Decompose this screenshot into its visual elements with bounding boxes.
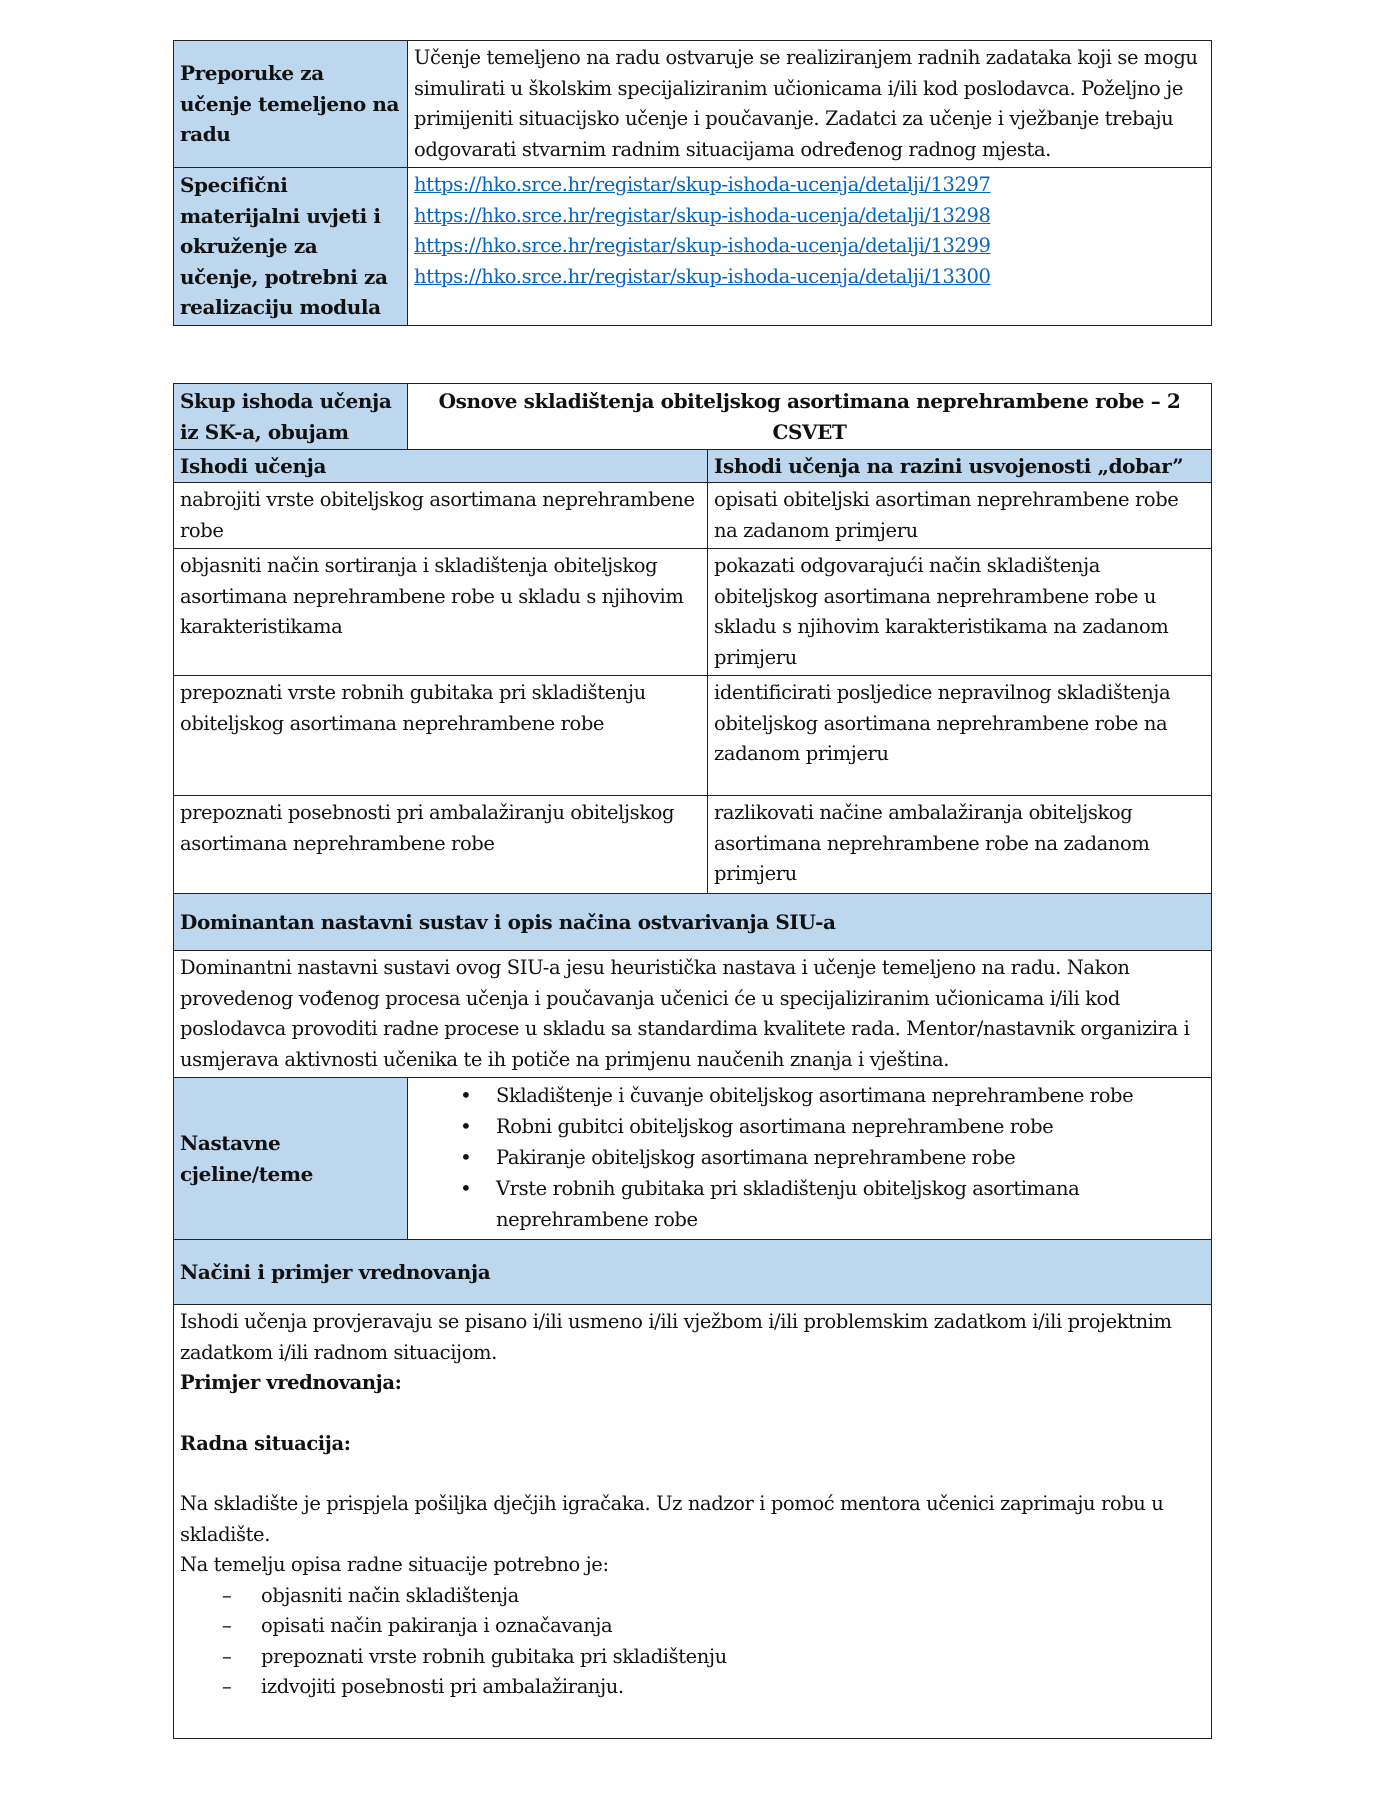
link-13298[interactable]: https://hko.srce.hr/registar/skup-ishoda-ucenja/detalji/13298 bbox=[414, 203, 991, 227]
topics-label: Nastavne cjeline/teme bbox=[174, 1078, 408, 1240]
row-label-material-conditions: Specifični materijalni uvjeti i okruženje za učenje, potrebni za realizaciju modula bbox=[174, 168, 408, 326]
outcome-good-cell: razlikovati načine ambalažiranja obiteljskog asortimana neprehrambene robe na zadanom primjeru bbox=[708, 796, 1212, 894]
dominant-system-header: Dominantan nastavni sustav i opis načina ostvarivanja SIU-a bbox=[174, 894, 1212, 951]
table-row bbox=[174, 41, 1212, 168]
learning-outcomes-table bbox=[173, 383, 1212, 1739]
row-label-recommendations: Preporuke za učenje temeljeno na radu bbox=[174, 41, 408, 168]
recommendations-text: Učenje temeljeno na radu ostvaruje se realiziranjem radnih zadataka koji se mogu simulirati u školskim specijaliziranim učionicama i/ili kod poslodavca. Poželjno je primijeniti situacijsko učenje i poučavanje. Zadatci za učenje i vježbanje trebaju odgovarati stvarnim radnim situacijama određenog radnog mjesta. bbox=[408, 41, 1212, 168]
outcome-cell: prepoznati vrste robnih gubitaka pri skladištenju obiteljskog asortimana neprehrambene robe bbox=[174, 676, 708, 796]
dominant-system-text: Dominantni nastavni sustavi ovog SIU-a jesu heuristička nastava i učenje temeljeno na radu. Nakon provedenog vođenog procesa učenja i poučavanja učenici će u specijaliziranim učionicama i/ili kod poslodavca provoditi radne procese u skladu sa standardima kvalitete rada. Mentor/nastavnik organizira i usmjerava aktivnosti učenika te ih potiče na primjenu naučenih znanja i vještina. bbox=[174, 951, 1212, 1078]
tasks-list bbox=[180, 1581, 1205, 1703]
list-item: – prepoznati vrste robnih gubitaka pri skladištenju bbox=[180, 1642, 1205, 1673]
title-label: Skup ishoda učenja iz SK-a, obujam bbox=[174, 384, 408, 450]
example-label: Primjer vrednovanja: bbox=[180, 1371, 402, 1394]
table-row bbox=[174, 384, 1212, 450]
material-links-cell bbox=[408, 168, 1212, 326]
outcomes-header-right: Ishodi učenja na razini usvojenosti „dobar” bbox=[708, 450, 1212, 483]
tasks-intro: Na temelju opisa radne situacije potrebno je: bbox=[180, 1553, 609, 1576]
outcome-cell: objasniti način sortiranja i skladištenja obiteljskog asortimana neprehrambene robe u skladu s njihovim karakteristikama bbox=[174, 549, 708, 676]
table-row bbox=[174, 796, 1212, 894]
table-row bbox=[174, 676, 1212, 796]
recommendations-table bbox=[173, 40, 1212, 326]
evaluation-header: Načini i primjer vrednovanja bbox=[174, 1240, 1212, 1305]
table-row bbox=[174, 1078, 1212, 1240]
section-header-row bbox=[174, 1240, 1212, 1305]
evaluation-intro: Ishodi učenja provjeravaju se pisano i/ili usmeno i/ili vježbom i/ili problemskim zadatkom i/ili projektnim zadatkom i/ili radnom situacijom. bbox=[180, 1310, 1172, 1364]
table-row bbox=[174, 549, 1212, 676]
table-row bbox=[174, 483, 1212, 549]
topics-cell bbox=[408, 1078, 1212, 1240]
module-title: Osnove skladištenja obiteljskog asortimana neprehrambene robe – 2 CSVET bbox=[408, 384, 1212, 450]
list-item: • Skladištenje i čuvanje obiteljskog asortimana neprehrambene robe bbox=[414, 1080, 1205, 1111]
list-item: – izdvojiti posebnosti pri ambalažiranju. bbox=[180, 1672, 1205, 1703]
list-item: • Robni gubitci obiteljskog asortimana neprehrambene robe bbox=[414, 1111, 1205, 1142]
table-row bbox=[174, 168, 1212, 326]
list-item: • Pakiranje obiteljskog asortimana neprehrambene robe bbox=[414, 1142, 1205, 1173]
outcome-good-cell: opisati obiteljski asortiman neprehrambene robe na zadanom primjeru bbox=[708, 483, 1212, 549]
outcome-cell: nabrojiti vrste obiteljskog asortimana neprehrambene robe bbox=[174, 483, 708, 549]
evaluation-cell bbox=[174, 1305, 1212, 1739]
outcome-good-cell: pokazati odgovarajući način skladištenja obiteljskog asortimana neprehrambene robe u skladu s njihovim karakteristikama na zadanom primjeru bbox=[708, 549, 1212, 676]
outcome-cell: prepoznati posebnosti pri ambalažiranju obiteljskog asortimana neprehrambene robe bbox=[174, 796, 708, 894]
list-item: – objasniti način skladištenja bbox=[180, 1581, 1205, 1612]
situation-text: Na skladište je prispjela pošiljka dječjih igračaka. Uz nadzor i pomoć mentora učenici zaprimaju robu u skladište. bbox=[180, 1492, 1164, 1546]
situation-label: Radna situacija: bbox=[180, 1431, 351, 1455]
outcomes-header-left: Ishodi učenja bbox=[174, 450, 708, 483]
topics-list bbox=[414, 1080, 1205, 1235]
list-item: – opisati način pakiranja i označavanja bbox=[180, 1611, 1205, 1642]
outcome-good-cell: identificirati posljedice nepravilnog skladištenja obiteljskog asortimana neprehrambene robe na zadanom primjeru bbox=[708, 676, 1212, 796]
link-13299[interactable]: https://hko.srce.hr/registar/skup-ishoda-ucenja/detalji/13299 bbox=[414, 234, 991, 257]
list-item: • Vrste robnih gubitaka pri skladištenju obiteljskog asortimana neprehrambene robe bbox=[414, 1173, 1205, 1235]
link-13297[interactable]: https://hko.srce.hr/registar/skup-ishoda-ucenja/detalji/13297 bbox=[414, 173, 991, 196]
table-row bbox=[174, 1305, 1212, 1739]
link-13300[interactable]: https://hko.srce.hr/registar/skup-ishoda-ucenja/detalji/13300 bbox=[414, 264, 991, 288]
section-header-row bbox=[174, 894, 1212, 951]
outcomes-header-row bbox=[174, 450, 1212, 483]
table-row bbox=[174, 951, 1212, 1078]
